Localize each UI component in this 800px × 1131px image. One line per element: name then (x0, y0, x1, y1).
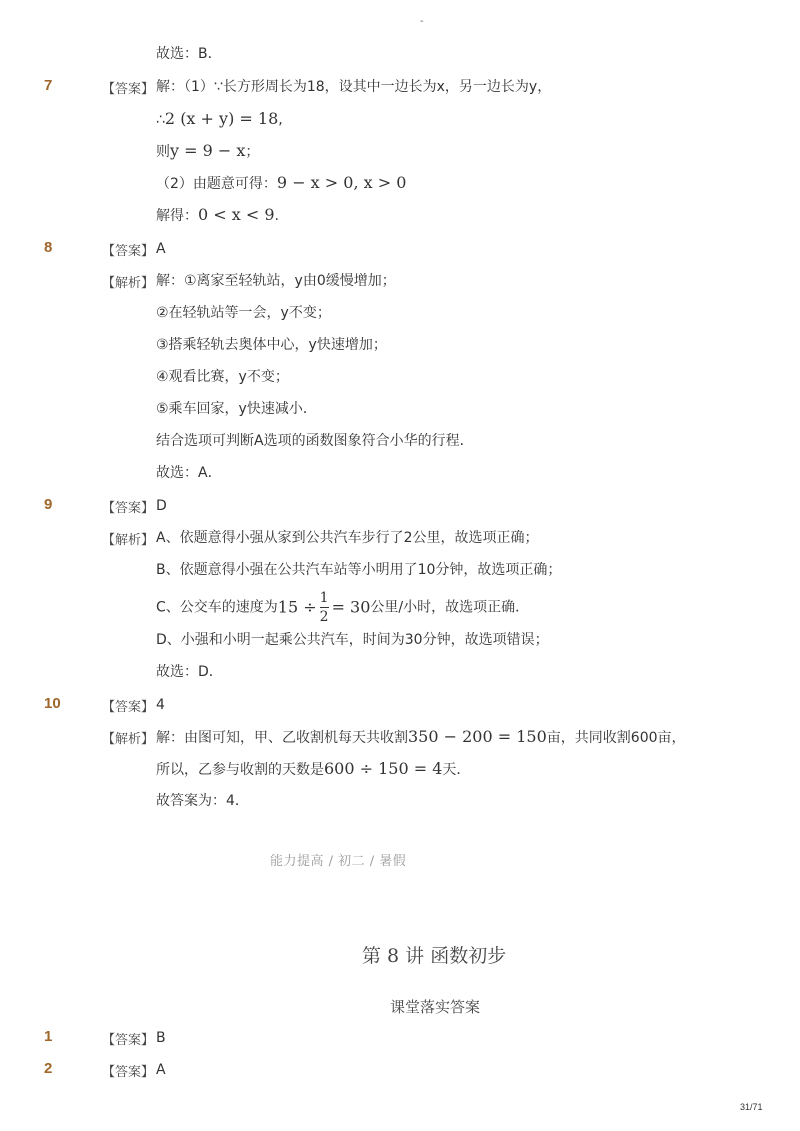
q6-final: 故选：B． (156, 46, 222, 62)
q10-line2-math: 600 ÷ 150 = 4 (324, 759, 443, 778)
q7-line1: 解：（1）∵长方形周长为18，设其中一边长为x，另一边长为y， (156, 79, 552, 95)
q9-line3-math-b: = 30 (331, 597, 371, 617)
q7-number: 7 (44, 77, 53, 94)
q7-line5-prefix: 解得： (156, 208, 198, 224)
q9-line3-prefix: C、公交车的速度为 (156, 599, 278, 616)
q7-answer-tag: 【答案】 (102, 82, 155, 97)
q10-final: 故答案为：4． (156, 793, 249, 809)
q8-line5: ⑤乘车回家，y快速减小． (156, 401, 317, 417)
q7-line3-suffix: ； (245, 144, 260, 160)
q8-analysis-tag: 【解析】 (102, 276, 155, 291)
q10-line2-suffix: 天． (442, 762, 471, 778)
q9-line1: A、依题意得小强从家到公共汽车步行了2公里，故选项正确； (156, 530, 539, 546)
q8-number: 8 (44, 239, 53, 256)
q8-line4: ④观看比赛，y不变； (156, 369, 289, 385)
q7-line5-suffix: . (274, 208, 279, 224)
q7-line2-prefix: ∴ (156, 112, 165, 128)
q7-line5-math: 0 < x < 9 (198, 205, 275, 224)
q7-line3-math: y = 9 − x (170, 141, 246, 160)
q7-line4-math: 9 − x > 0, x > 0 (276, 173, 407, 192)
q8-line3: ③搭乘轻轨去奥体中心，y快速增加； (156, 337, 387, 353)
q9-fraction (320, 590, 329, 625)
q9-answer-tag: 【答案】 (102, 501, 155, 516)
q10-line1 (156, 727, 686, 748)
q9-answer: D (156, 498, 167, 514)
page-footer: 能力提高 / 初二 / 暑假 (270, 854, 407, 869)
q10-line2-prefix: 所以，乙参与收割的天数是 (156, 762, 324, 778)
q10-number: 10 (44, 695, 61, 712)
s1-number: 1 (44, 1028, 53, 1045)
q9-analysis-tag: 【解析】 (102, 533, 155, 548)
s2-answer: A (156, 1062, 166, 1078)
s2-number: 2 (44, 1060, 53, 1077)
q8-final: 故选：A． (156, 465, 222, 481)
section-title: 第 8 讲 函数初步 (362, 945, 507, 967)
q7-line5 (156, 205, 279, 226)
q8-line2: ②在轻轨站等一会，y不变； (156, 305, 331, 321)
q10-line1-math: 350 − 200 = 150 (408, 727, 547, 746)
q7-line3-prefix: 则 (156, 144, 170, 160)
q10-line1-prefix: 解：由图可知，甲、乙收割机每天共收割 (156, 730, 408, 746)
q9-line3 (156, 590, 529, 625)
q8-answer-tag: 【答案】 (102, 244, 155, 259)
q10-line2 (156, 759, 470, 780)
q9-fraction-denominator: 2 (319, 609, 329, 625)
q9-number: 9 (44, 496, 53, 513)
s2-answer-tag: 【答案】 (102, 1065, 155, 1080)
q9-fraction-numerator: 1 (319, 590, 329, 606)
q7-line4 (156, 173, 406, 194)
q7-line4-prefix: （2）由题意可得： (156, 176, 277, 192)
q7-line2-suffix: , (278, 112, 283, 128)
header-mark: - (420, 16, 424, 27)
section-subtitle: 课堂落实答案 (390, 998, 481, 1016)
q10-answer-tag: 【答案】 (102, 700, 155, 715)
q10-analysis-tag: 【解析】 (102, 732, 155, 747)
q9-line3-math-a: 15 ÷ (277, 597, 317, 617)
q9-final: 故选：D． (156, 664, 223, 680)
q7-line3 (156, 141, 259, 162)
q8-answer: A (156, 241, 166, 257)
page-number: 31/71 (740, 1102, 763, 1112)
q8-line6: 结合选项可判断A选项的函数图象符合小华的行程． (156, 433, 474, 449)
q9-line3-suffix: 公里/小时，故选项正确． (370, 599, 530, 616)
s1-answer: B (156, 1030, 166, 1046)
q7-line2-math: 2 (x + y) = 18 (164, 109, 279, 128)
q9-line2: B、依题意得小强在公共汽车站等小明用了10分钟，故选项正确； (156, 562, 562, 578)
s1-answer-tag: 【答案】 (102, 1033, 155, 1048)
q7-line2 (156, 109, 283, 130)
q10-answer: 4 (156, 697, 165, 713)
q10-line1-suffix: 亩，共同收割600亩， (546, 730, 686, 746)
q8-line1: 解：①离家至轻轨站，y由0缓慢增加； (156, 273, 396, 289)
q9-line4: D、小强和小明一起乘公共汽车，时间为30分钟，故选项错误； (156, 632, 549, 648)
